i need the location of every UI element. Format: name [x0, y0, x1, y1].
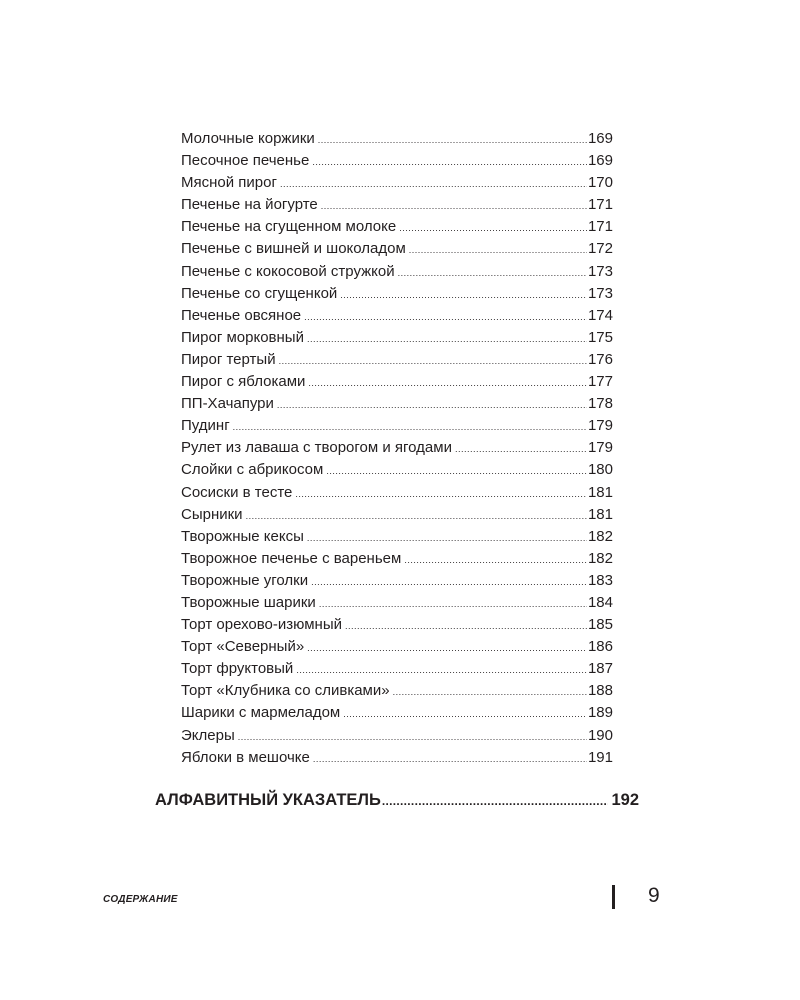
toc-entry-title: Печенье овсяное [181, 306, 302, 324]
toc-entry-title: Торт фруктовый [181, 660, 294, 678]
toc-entry-page: 181 [587, 505, 613, 523]
toc-entry-page: 169 [587, 130, 613, 147]
toc-entry-title: Молочные коржики [181, 130, 315, 147]
toc-entry-page: 184 [587, 593, 613, 611]
toc-entry [181, 658, 613, 680]
toc-entry [181, 150, 613, 172]
dot-leader [382, 795, 609, 807]
dot-leader [409, 246, 587, 255]
toc-entry-page: 177 [587, 373, 613, 391]
toc-entry-page: 182 [587, 527, 613, 545]
toc-entry [181, 725, 613, 747]
toc-entry-page: 171 [587, 196, 613, 214]
dot-leader [311, 578, 587, 587]
toc-entry-title: Торт «Северный» [181, 638, 305, 656]
dot-leader [343, 710, 587, 719]
toc-entry-page: 183 [587, 571, 613, 589]
table-of-contents [181, 128, 613, 769]
toc-entry [181, 216, 613, 238]
toc-entry-page: 188 [587, 682, 613, 700]
toc-entry-page: 175 [587, 328, 613, 346]
toc-entry-title: Торт «Клубника со сливками» [181, 682, 390, 700]
dot-leader [455, 445, 587, 454]
toc-entry-title: Слойки с абрикосом [181, 461, 324, 479]
dot-leader [307, 335, 587, 344]
toc-entry [181, 349, 613, 371]
toc-entry-title: Мясной пирог [181, 174, 277, 192]
toc-entry [181, 459, 613, 481]
toc-entry-page: 179 [587, 439, 613, 457]
toc-entry [181, 327, 613, 349]
toc-entry-title: Эклеры [181, 726, 235, 744]
dot-leader [307, 534, 587, 543]
toc-entry [181, 592, 613, 614]
dot-leader [313, 755, 587, 764]
toc-entry [181, 238, 613, 260]
dot-leader [279, 357, 587, 366]
toc-entry-title: Пудинг [181, 417, 230, 435]
toc-entry [181, 305, 613, 327]
toc-entry-title: Торт орехово-изюмный [181, 616, 342, 634]
dot-leader [312, 158, 587, 167]
toc-entry [181, 371, 613, 393]
toc-entry-title: Сырники [181, 505, 243, 523]
toc-entry [181, 283, 613, 305]
toc-entry-page: 190 [587, 726, 613, 744]
toc-entry-page: 181 [587, 483, 613, 501]
dot-leader [326, 467, 587, 476]
toc-entry-title: Творожные уголки [181, 571, 309, 589]
toc-entry-page: 180 [587, 461, 613, 479]
toc-entry [181, 415, 613, 437]
toc-entry-page: 191 [587, 748, 613, 766]
toc-entry-page: 169 [587, 152, 613, 170]
dot-leader [393, 688, 587, 697]
dot-leader [404, 556, 587, 565]
toc-entry [181, 702, 613, 724]
toc-entry-page: 187 [587, 660, 613, 678]
dot-leader [296, 666, 587, 675]
toc-entry [181, 526, 613, 548]
toc-entry-title: Шарики с мармеладом [181, 704, 341, 722]
toc-entry-title: Пирог тертый [181, 350, 276, 368]
toc-entry [181, 393, 613, 415]
dot-leader [307, 644, 587, 653]
toc-entry [181, 172, 613, 194]
page-number: 9 [648, 884, 660, 907]
dot-leader [319, 600, 587, 609]
toc-entry-title: Творожные шарики [181, 593, 316, 611]
toc-entry-page: 185 [587, 616, 613, 634]
toc-entry [181, 747, 613, 769]
toc-entry-title: Пирог морковный [181, 328, 304, 346]
toc-entry [181, 128, 613, 150]
dot-leader [277, 401, 587, 410]
toc-entry-page: 179 [587, 417, 613, 435]
dot-leader [233, 423, 587, 432]
dot-leader [295, 490, 587, 499]
dot-leader [340, 291, 587, 300]
toc-entry-title: Печенье с вишней и шоколадом [181, 240, 406, 258]
dot-leader [398, 269, 587, 278]
toc-entry-page: 173 [587, 284, 613, 302]
dot-leader [345, 622, 587, 631]
toc-entry-page: 178 [587, 395, 613, 413]
toc-entry-title: Яблоки в мешочке [181, 748, 310, 766]
toc-entry-page: 172 [587, 240, 613, 258]
dot-leader [321, 202, 587, 211]
dot-leader [318, 136, 587, 145]
dot-leader [238, 733, 587, 742]
footer-divider [612, 885, 615, 909]
toc-entry-page: 174 [587, 306, 613, 324]
toc-entry-page: 189 [587, 704, 613, 722]
toc-entry [181, 504, 613, 526]
toc-entry-title: Печенье на сгущенном молоке [181, 218, 397, 236]
dot-leader [308, 379, 587, 388]
toc-entry-page: 182 [587, 549, 613, 567]
dot-leader [280, 180, 587, 189]
toc-entry-title: Пирог с яблоками [181, 373, 306, 391]
dot-leader [304, 313, 587, 322]
toc-entry-title: АЛФАВИТНЫЙ УКАЗАТЕЛЬ [155, 791, 381, 809]
toc-entry [181, 614, 613, 636]
toc-entry-page: 170 [587, 174, 613, 192]
toc-entry [181, 548, 613, 570]
toc-entry-page: 171 [587, 218, 613, 236]
toc-entry-page: 192 [611, 791, 639, 809]
toc-entry [181, 680, 613, 702]
toc-entry [181, 570, 613, 592]
toc-entry-page: 186 [587, 638, 613, 656]
toc-entry-page: 176 [587, 350, 613, 368]
dot-leader [399, 224, 587, 233]
toc-entry-title: Сосиски в тесте [181, 483, 293, 501]
toc-entry-title: Печенье на йогурте [181, 196, 318, 214]
toc-entry-title: Рулет из лаваша с творогом и ягодами [181, 439, 452, 457]
toc-entry-title: Песочное печенье [181, 152, 310, 170]
toc-entry-title: ПП-Хачапури [181, 395, 274, 413]
toc-entry [181, 194, 613, 216]
toc-entry [181, 261, 613, 283]
toc-entry-title: Печенье со сгущенкой [181, 284, 338, 302]
toc-entry [181, 636, 613, 658]
alphabetical-index-entry [155, 788, 639, 812]
toc-entry-title: Творожные кексы [181, 527, 304, 545]
toc-entry [181, 437, 613, 459]
running-footer-section: СОДЕРЖАНИЕ [103, 894, 178, 905]
dot-leader [246, 512, 587, 521]
toc-entry-title: Печенье с кокосовой стружкой [181, 262, 395, 280]
toc-entry [181, 482, 613, 504]
toc-entry-page: 173 [587, 262, 613, 280]
toc-entry-title: Творожное печенье с вареньем [181, 549, 402, 567]
